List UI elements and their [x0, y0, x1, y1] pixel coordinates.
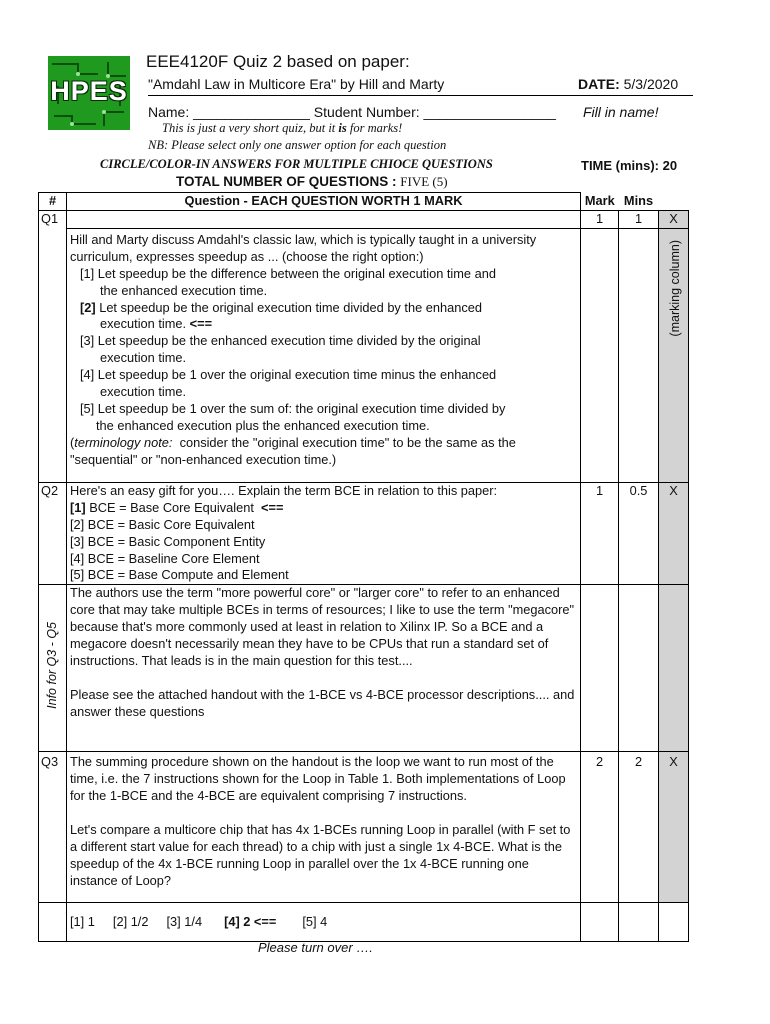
q3-answers: [67, 903, 581, 942]
nb-note: NB: Please select only one answer option for each question: [148, 138, 447, 152]
q3-mins: 2: [619, 752, 659, 903]
q3-marking-cell[interactable]: X: [659, 752, 689, 903]
q3-option-4[interactable]: [4] 2 <==: [224, 913, 277, 929]
q2-option-2[interactable]: [2] BCE = Basic Core Equivalent: [70, 516, 255, 532]
quiz-title: EEE4120F Quiz 2 based on paper:: [146, 52, 410, 71]
q3-option-1[interactable]: [1] 1: [70, 913, 95, 929]
q2-option-5[interactable]: [5] BCE = Base Compute and Element: [70, 567, 289, 583]
q1-mark: 1: [581, 211, 619, 229]
total-questions: TOTAL NUMBER OF QUESTIONS : FIVE (5): [176, 174, 448, 189]
q2-option-1[interactable]: [1] BCE = Base Core Equivalent <==: [70, 499, 284, 515]
time-limit: TIME (mins): 20: [581, 158, 678, 173]
hpes-logo: [48, 56, 130, 130]
q2-row: [39, 482, 689, 584]
date: [578, 76, 678, 92]
q1-text: [67, 228, 581, 482]
name-student-number-field[interactable]: Name: _______________ Student Number: _________________: [148, 104, 556, 120]
col-question: Question - EACH QUESTION WORTH 1 MARK: [67, 193, 581, 211]
q3-answers-row: [39, 903, 689, 942]
q1-label: Q1: [39, 211, 67, 483]
info-label: Info for Q3 - Q5: [45, 622, 60, 710]
q1-note: (terminology note: consider the "original execution time" to be the same as the "sequential" or "non-enhanced execution time.): [70, 434, 516, 467]
date-value: 5/3/2020: [623, 76, 679, 92]
short-quiz-note: This is just a very short quiz, but it is for marks!: [162, 121, 403, 135]
q1-option-2[interactable]: [2] Let speedup be the original execution time divided by the enhanced execution time. <==: [80, 299, 482, 332]
q1-option-4[interactable]: [4] Let speedup be 1 over the original execution time minus the enhanced execution time.: [80, 367, 497, 400]
info-text: [67, 585, 581, 752]
q2-option-4[interactable]: [4] BCE = Baseline Core Element: [70, 550, 260, 566]
col-num: #: [39, 193, 67, 211]
marking-column-label: (marking column): [668, 240, 682, 337]
fill-in-name-note: Fill in name!: [583, 104, 659, 120]
q3-label: Q3: [39, 752, 67, 903]
date-label: DATE:: [578, 76, 620, 92]
paper-title: "Amdahl Law in Multicore Era" by Hill and Marty: [148, 76, 445, 92]
q2-stem: Here's an easy gift for you…. Explain the term BCE in relation to this paper:: [70, 482, 498, 498]
q1-marking-cell[interactable]: X: [659, 211, 689, 229]
q2-marking-cell[interactable]: X: [659, 482, 689, 584]
q3-option-5[interactable]: [5] 4: [302, 913, 328, 929]
q3-option-2[interactable]: [2] 1/2: [112, 913, 149, 929]
q3-text: [67, 752, 581, 903]
q2-text: [67, 482, 581, 584]
q2-mark: 1: [581, 482, 619, 584]
header-row: [39, 193, 689, 211]
q3-option-3[interactable]: [3] 1/4: [166, 913, 203, 929]
turn-over-note: Please turn over ….: [258, 940, 373, 955]
q1-option-5[interactable]: [5] Let speedup be 1 over the sum of: the original execution time divided by the enhanced execution plus the enhanced execution time.: [80, 400, 506, 433]
q2-label: Q2: [39, 482, 67, 584]
info-para-1: The authors use the term "more powerful core" or "larger core" to refer to an enhanced core that may take multiple BCEs in terms of resources; I like to use the term "megacore" because that's more commonly used at least in relation to Xilinx IP. So a BCE and a megacore doesn't necessarily mean they have to be CPUs that run a standard set of instructions. That leads is in the main question for this test....: [70, 585, 575, 668]
q1-option-1[interactable]: [1] Let speedup be the difference between the original execution time and the enhanced execution time.: [80, 265, 496, 298]
header-rule: [148, 95, 693, 96]
q1-stem: Hill and Marty discuss Amdahl's classic law, which is typically taught in a university curriculum, expresses speedup as ... (choose the right option:): [70, 231, 537, 264]
q1-row: [39, 228, 689, 482]
q1-option-3[interactable]: [3] Let speedup be the enhanced execution time divided by the original execution time.: [80, 333, 481, 366]
circle-instruction: CIRCLE/COLOR-IN ANSWERS FOR MULTIPLE CHIOCE QUESTIONS: [100, 157, 493, 171]
q1-header-row: [39, 211, 689, 229]
info-row: [39, 585, 689, 752]
q3-para-1: The summing procedure shown on the handout is the loop we want to run most of the time, i.e. the 7 instructions shown for the Loop in Table 1. Both implementations of Loop for the 1-BCE and the 4-BCE are equivalent comprising 7 instructions.: [70, 754, 566, 804]
info-para-2: Please see the attached handout with the 1-BCE vs 4-BCE processor descriptions.... and answer these questions: [70, 686, 575, 719]
q2-mins: 0.5: [619, 482, 659, 584]
q2-option-3[interactable]: [3] BCE = Basic Component Entity: [70, 533, 266, 549]
col-mins: Mins: [623, 192, 654, 208]
q3-para-2: Let's compare a multicore chip that has 4x 1-BCEs running Loop in parallel (with F set to a different start value for each thread) to a chip with just a single 1x 4-BCE. What is the speedup of the 4x 1-BCE running Loop in parallel over the 1x 4-BCE running one instance of Loop?: [70, 822, 571, 888]
q1-mins: 1: [619, 211, 659, 229]
col-mark: Mark: [584, 192, 615, 208]
q3-mark: 2: [581, 752, 619, 903]
q3-row: [39, 752, 689, 903]
quiz-table: [38, 192, 689, 942]
logo-text: HPES: [50, 76, 128, 106]
